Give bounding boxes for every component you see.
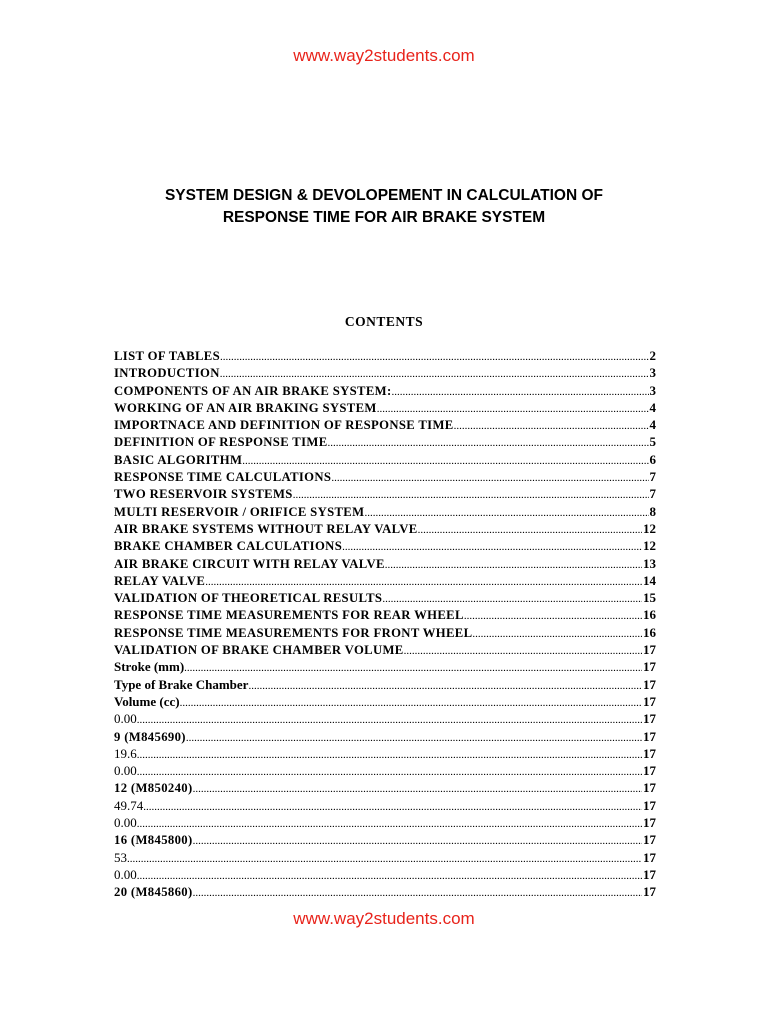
toc-entry[interactable] — [114, 641, 656, 658]
toc-entry[interactable] — [114, 399, 656, 416]
toc-dot-leader — [137, 747, 642, 762]
toc-entry-page-number: 17 — [643, 832, 656, 848]
toc-entry-label: VALIDATION OF BRAKE CHAMBER VOLUME — [114, 643, 404, 658]
toc-entry-label: AIR BRAKE CIRCUIT WITH RELAY VALVE — [114, 556, 385, 571]
toc-entry-label: 0.00 — [114, 711, 137, 727]
toc-entry-page-number: 3 — [649, 382, 656, 398]
toc-entry[interactable] — [114, 745, 656, 762]
toc-dot-leader — [205, 574, 642, 589]
toc-entry-page-number: 15 — [643, 590, 656, 606]
toc-entry[interactable] — [114, 382, 656, 399]
toc-entry-page-number: 17 — [643, 884, 656, 900]
toc-dot-leader — [342, 539, 642, 554]
toc-dot-leader — [137, 764, 642, 779]
toc-entry-label: DEFINITION OF RESPONSE TIME — [114, 435, 328, 450]
toc-entry-label: WORKING OF AN AIR BRAKING SYSTEM — [114, 400, 377, 415]
toc-entry[interactable] — [114, 433, 656, 450]
toc-entry-label: IMPORTNACE AND DEFINITION OF RESPONSE TIME — [114, 418, 454, 433]
toc-dot-leader — [331, 470, 648, 485]
toc-entry-label: Stroke (mm) — [114, 659, 185, 675]
toc-entry-page-number: 2 — [649, 348, 656, 363]
toc-entry-page-number: 4 — [649, 399, 656, 415]
footer-website-link[interactable]: www.way2students.com — [293, 909, 475, 928]
toc-dot-leader — [186, 730, 642, 745]
toc-entry-page-number: 17 — [643, 659, 656, 675]
toc-entry-label: 19.6 — [114, 745, 137, 761]
toc-dot-leader — [184, 660, 642, 675]
toc-entry-page-number: 17 — [643, 676, 656, 692]
toc-entry-label: Type of Brake Chamber — [114, 676, 249, 692]
toc-dot-leader — [377, 401, 649, 416]
toc-entry[interactable] — [114, 693, 656, 710]
toc-entry[interactable] — [114, 814, 656, 831]
toc-entry[interactable] — [114, 537, 656, 554]
toc-entry-page-number: 17 — [643, 866, 656, 882]
toc-entry-page-number: 7 — [649, 469, 656, 485]
toc-entry-label: BRAKE CHAMBER CALCULATIONS — [114, 539, 343, 554]
toc-entry[interactable] — [114, 572, 656, 589]
toc-entry-label: 49.74 — [114, 797, 144, 813]
toc-entry[interactable] — [114, 364, 656, 381]
toc-dot-leader — [404, 643, 642, 658]
toc-entry[interactable] — [114, 520, 656, 537]
toc-entry-page-number: 8 — [649, 503, 656, 519]
toc-entry-label: 53 — [114, 849, 127, 865]
toc-dot-leader — [220, 366, 649, 381]
toc-entry-page-number: 14 — [643, 572, 656, 588]
toc-dot-leader — [364, 505, 648, 520]
toc-entry-label: 20 (M845860) — [114, 885, 193, 900]
toc-dot-leader — [137, 712, 642, 727]
toc-entry-page-number: 17 — [643, 780, 656, 796]
toc-entry[interactable] — [114, 555, 656, 572]
toc-entry-label: Volume (cc) — [114, 693, 180, 709]
toc-entry[interactable] — [114, 468, 656, 485]
toc-entry[interactable] — [114, 451, 656, 468]
toc-entry-label: RESPONSE TIME MEASUREMENTS FOR REAR WHEEL — [114, 608, 464, 623]
toc-entry[interactable] — [114, 503, 656, 520]
toc-entry-label: 0.00 — [114, 763, 137, 779]
toc-entry-label: MULTI RESERVOIR / ORIFICE SYSTEM — [114, 504, 365, 519]
toc-entry-page-number: 17 — [643, 693, 656, 709]
toc-dot-leader — [293, 487, 649, 502]
toc-entry-page-number: 16 — [643, 607, 656, 623]
toc-entry-page-number: 16 — [643, 624, 656, 640]
toc-entry-label: 0.00 — [114, 815, 137, 831]
toc-entry-page-number: 5 — [649, 434, 656, 450]
toc-entry-label: COMPONENTS OF AN AIR BRAKE SYSTEM: — [114, 383, 392, 398]
toc-dot-leader — [418, 522, 642, 537]
toc-dot-leader — [137, 816, 642, 831]
toc-entry-page-number: 17 — [643, 763, 656, 779]
header-website-link[interactable]: www.way2students.com — [293, 46, 475, 65]
toc-entry-label: RESPONSE TIME CALCULATIONS — [114, 470, 332, 485]
toc-dot-leader — [193, 781, 642, 796]
toc-entry[interactable] — [114, 416, 656, 433]
toc-entry-page-number: 17 — [643, 728, 656, 744]
toc-entry[interactable] — [114, 797, 656, 814]
toc-entry[interactable] — [114, 676, 656, 693]
toc-dot-leader — [328, 435, 649, 450]
toc-dot-leader — [382, 591, 642, 606]
toc-entry-page-number: 17 — [643, 797, 656, 813]
toc-dot-leader — [193, 833, 642, 848]
toc-entry-label: INTRODUCTION — [114, 366, 220, 381]
toc-dot-leader — [143, 799, 642, 814]
toc-entry-page-number: 12 — [643, 538, 656, 554]
toc-entry[interactable] — [114, 710, 656, 727]
toc-entry-label: 0.00 — [114, 866, 137, 882]
toc-dot-leader — [392, 384, 649, 399]
toc-dot-leader — [180, 695, 642, 710]
toc-entry-page-number: 4 — [649, 417, 656, 433]
toc-entry-page-number: 6 — [649, 451, 656, 467]
toc-entry-page-number: 12 — [643, 520, 656, 536]
toc-entry[interactable] — [114, 624, 656, 641]
toc-entry-page-number: 3 — [649, 365, 656, 381]
toc-dot-leader — [248, 678, 642, 693]
toc-entry-page-number: 7 — [649, 486, 656, 502]
toc-dot-leader — [193, 885, 642, 900]
toc-entry[interactable] — [114, 883, 656, 900]
toc-entry-label: VALIDATION OF THEORETICAL RESULTS — [114, 591, 383, 606]
document-title-line-1: SYSTEM DESIGN & DEVOLOPEMENT IN CALCULATION OF — [164, 187, 604, 204]
toc-entry[interactable] — [114, 831, 656, 848]
toc-dot-leader — [127, 851, 642, 866]
toc-entry[interactable] — [114, 866, 656, 883]
table-of-contents — [114, 347, 656, 901]
toc-entry-label: RELAY VALVE — [114, 573, 206, 588]
toc-entry[interactable] — [114, 347, 656, 364]
toc-dot-leader — [454, 418, 649, 433]
toc-entry[interactable] — [114, 589, 656, 606]
document-title-line-2: RESPONSE TIME FOR AIR BRAKE SYSTEM — [222, 209, 546, 226]
toc-entry[interactable] — [114, 849, 656, 866]
toc-entry-label: 12 (M850240) — [114, 781, 193, 796]
toc-entry-page-number: 17 — [643, 711, 656, 727]
toc-dot-leader — [137, 868, 642, 883]
toc-entry-page-number: 17 — [643, 849, 656, 865]
toc-entry-page-number: 17 — [643, 642, 656, 658]
toc-entry-page-number: 17 — [643, 745, 656, 761]
toc-entry[interactable] — [114, 728, 656, 745]
toc-entry-page-number: 13 — [643, 555, 656, 571]
toc-entry-label: AIR BRAKE SYSTEMS WITHOUT RELAY VALVE — [114, 521, 418, 536]
toc-dot-leader — [385, 557, 642, 572]
toc-dot-leader — [220, 349, 649, 364]
document-title — [0, 185, 768, 229]
toc-entry[interactable] — [114, 485, 656, 502]
toc-entry-label: TWO RESERVOIR SYSTEMS — [114, 487, 293, 502]
toc-entry[interactable] — [114, 779, 656, 796]
toc-entry-label: 9 (M845690) — [114, 729, 186, 744]
toc-entry-label: LIST OF TABLES — [114, 349, 220, 363]
toc-dot-leader — [464, 608, 642, 623]
toc-entry-page-number: 17 — [643, 815, 656, 831]
contents-heading: CONTENTS — [344, 314, 424, 329]
toc-entry-label: RESPONSE TIME MEASUREMENTS FOR FRONT WHEEL — [114, 625, 473, 640]
toc-entry-label: BASIC ALGORITHM — [114, 452, 243, 467]
toc-entry-label: 16 (M845800) — [114, 833, 193, 848]
toc-dot-leader — [242, 453, 648, 468]
toc-entry[interactable] — [114, 762, 656, 779]
toc-dot-leader — [472, 626, 642, 641]
toc-entry[interactable] — [114, 658, 656, 675]
toc-entry[interactable] — [114, 606, 656, 623]
